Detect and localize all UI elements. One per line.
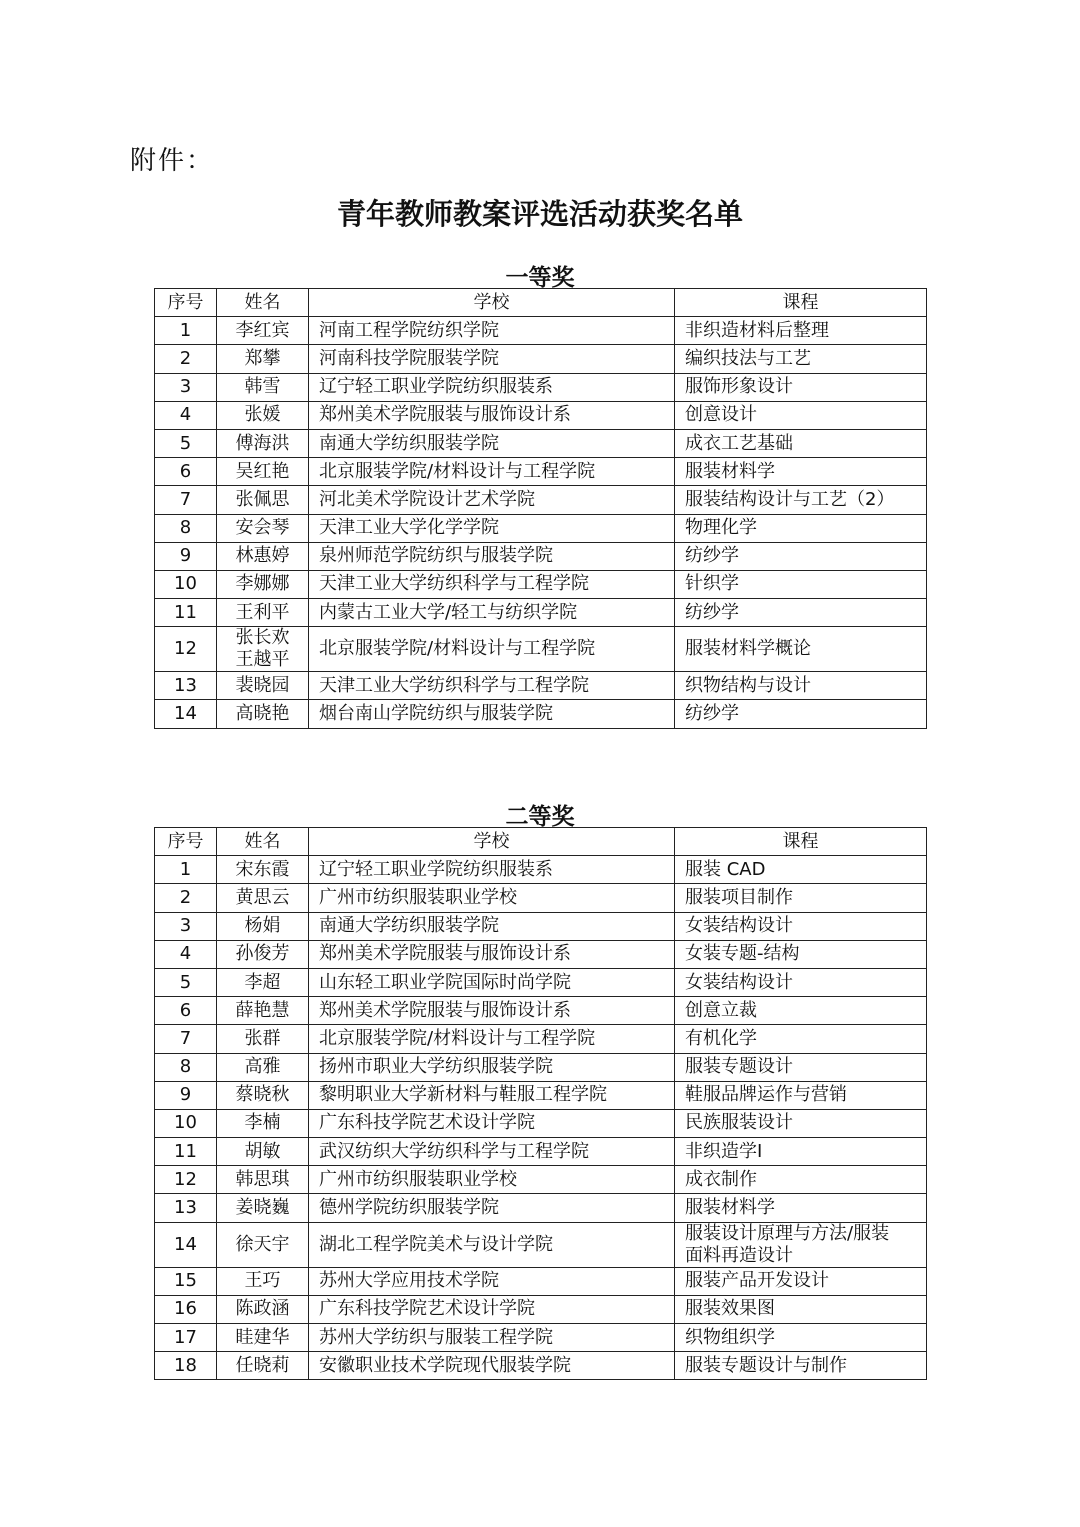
cell-name: 张佩思	[217, 486, 309, 514]
cell-name: 徐天宇	[217, 1222, 309, 1267]
cell-name: 韩雪	[217, 373, 309, 401]
table-row	[155, 997, 927, 1025]
cell-course: 服装效果图	[675, 1295, 927, 1323]
cell-course: 纺纱学	[675, 700, 927, 728]
cell-course: 纺纱学	[675, 599, 927, 627]
cell-school: 德州学院纺织服装学院	[309, 1194, 675, 1222]
page-title: 青年教师教案评选活动获奖名单	[336, 197, 743, 231]
cell-course: 创意立裁	[675, 997, 927, 1025]
cell-school: 安徽职业技术学院现代服装学院	[309, 1352, 675, 1380]
cell-name: 胡敏	[217, 1138, 309, 1166]
second-prize-title: 二等奖	[505, 803, 575, 830]
table-row	[155, 1025, 927, 1053]
cell-school: 烟台南山学院纺织与服装学院	[309, 700, 675, 728]
cell-name: 薛艳慧	[217, 997, 309, 1025]
cell-course: 服装专题设计与制作	[675, 1352, 927, 1380]
table-row	[155, 1267, 927, 1295]
cell-name: 吴红艳	[217, 458, 309, 486]
cell-course: 服装材料学概论	[675, 627, 927, 672]
table-row	[155, 1109, 927, 1137]
cell-course: 服装结构设计与工艺（2）	[675, 486, 927, 514]
cell-no: 14	[155, 700, 217, 728]
cell-school: 天津工业大学纺织科学与工程学院	[309, 570, 675, 598]
cell-name: 傅海洪	[217, 429, 309, 457]
course-line: 服装设计原理与方法/服装	[685, 1222, 890, 1244]
cell-name: 孙俊芳	[217, 940, 309, 968]
cell-no: 6	[155, 458, 217, 486]
cell-name: 林惠婷	[217, 542, 309, 570]
cell-no: 2	[155, 884, 217, 912]
cell-school: 郑州美术学院服装与服饰设计系	[309, 997, 675, 1025]
cell-no: 17	[155, 1324, 217, 1352]
cell-no: 6	[155, 997, 217, 1025]
table-row	[155, 345, 927, 373]
cell-school: 苏州大学应用技术学院	[309, 1267, 675, 1295]
second-prize-table	[154, 827, 927, 1380]
table-row	[155, 1324, 927, 1352]
cell-school: 泉州师范学院纺织与服装学院	[309, 542, 675, 570]
name-line: 王越平	[235, 649, 290, 671]
cell-no: 14	[155, 1222, 217, 1267]
cell-school: 湖北工程学院美术与设计学院	[309, 1222, 675, 1267]
cell-course: 民族服装设计	[675, 1109, 927, 1137]
cell-course: 织物结构与设计	[675, 672, 927, 700]
cell-school: 北京服装学院/材料设计与工程学院	[309, 1025, 675, 1053]
table-header-row	[155, 289, 927, 317]
cell-name	[217, 627, 309, 672]
cell-name: 李娜娜	[217, 570, 309, 598]
cell-course: 编织技法与工艺	[675, 345, 927, 373]
cell-name: 高雅	[217, 1053, 309, 1081]
cell-name: 李超	[217, 968, 309, 996]
cell-school: 北京服装学院/材料设计与工程学院	[309, 627, 675, 672]
table-row	[155, 1295, 927, 1323]
cell-no: 7	[155, 486, 217, 514]
cell-name: 杨娟	[217, 912, 309, 940]
table-row	[155, 627, 927, 672]
cell-school: 黎明职业大学新材料与鞋服工程学院	[309, 1081, 675, 1109]
cell-course: 物理化学	[675, 514, 927, 542]
cell-no: 8	[155, 514, 217, 542]
cell-no: 11	[155, 1138, 217, 1166]
cell-course: 服装项目制作	[675, 884, 927, 912]
table-row	[155, 856, 927, 884]
cell-course: 女装结构设计	[675, 968, 927, 996]
table-row	[155, 1081, 927, 1109]
cell-no: 8	[155, 1053, 217, 1081]
cell-course: 服装 CAD	[675, 856, 927, 884]
cell-no: 9	[155, 1081, 217, 1109]
cell-course: 服装产品开发设计	[675, 1267, 927, 1295]
cell-no: 5	[155, 968, 217, 996]
table-row	[155, 486, 927, 514]
cell-no: 2	[155, 345, 217, 373]
table-row	[155, 1352, 927, 1380]
name-line: 张长欢	[235, 627, 290, 649]
cell-school: 辽宁轻工职业学院纺织服装系	[309, 856, 675, 884]
cell-no: 11	[155, 599, 217, 627]
cell-name: 黄思云	[217, 884, 309, 912]
table-row	[155, 373, 927, 401]
table-row	[155, 1222, 927, 1267]
cell-no: 3	[155, 912, 217, 940]
cell-name: 王利平	[217, 599, 309, 627]
cell-no: 1	[155, 856, 217, 884]
cell-name: 王巧	[217, 1267, 309, 1295]
cell-course: 服装材料学	[675, 1194, 927, 1222]
cell-school: 天津工业大学化学学院	[309, 514, 675, 542]
cell-course: 织物组织学	[675, 1324, 927, 1352]
cell-school: 武汉纺织大学纺织科学与工程学院	[309, 1138, 675, 1166]
cell-name: 宋东霞	[217, 856, 309, 884]
cell-school: 山东轻工职业学院国际时尚学院	[309, 968, 675, 996]
cell-course	[675, 1222, 927, 1267]
header-name: 姓名	[217, 289, 309, 317]
cell-name: 任晓莉	[217, 1352, 309, 1380]
cell-no: 4	[155, 940, 217, 968]
cell-school: 南通大学纺织服装学院	[309, 429, 675, 457]
cell-school: 广东科技学院艺术设计学院	[309, 1295, 675, 1323]
first-prize-table	[154, 288, 927, 729]
cell-name: 裴晓园	[217, 672, 309, 700]
table-row	[155, 570, 927, 598]
table-row	[155, 968, 927, 996]
cell-no: 10	[155, 1109, 217, 1137]
header-course: 课程	[675, 289, 927, 317]
table-row	[155, 599, 927, 627]
table-row	[155, 672, 927, 700]
cell-school: 河南科技学院服装学院	[309, 345, 675, 373]
header-no: 序号	[155, 289, 217, 317]
cell-course: 成衣制作	[675, 1166, 927, 1194]
first-prize-title: 一等奖	[505, 264, 575, 291]
cell-school: 郑州美术学院服装与服饰设计系	[309, 940, 675, 968]
cell-name: 李红宾	[217, 317, 309, 345]
header-course: 课程	[675, 828, 927, 856]
cell-school: 广东科技学院艺术设计学院	[309, 1109, 675, 1137]
cell-course: 女装专题-结构	[675, 940, 927, 968]
cell-school: 天津工业大学纺织科学与工程学院	[309, 672, 675, 700]
cell-course: 针织学	[675, 570, 927, 598]
cell-school: 扬州市职业大学纺织服装学院	[309, 1053, 675, 1081]
cell-name: 李楠	[217, 1109, 309, 1137]
table-row	[155, 884, 927, 912]
table-row	[155, 429, 927, 457]
cell-name: 张群	[217, 1025, 309, 1053]
cell-no: 15	[155, 1267, 217, 1295]
cell-name: 陈政涵	[217, 1295, 309, 1323]
cell-name: 眭建华	[217, 1324, 309, 1352]
cell-no: 4	[155, 401, 217, 429]
cell-no: 9	[155, 542, 217, 570]
cell-no: 10	[155, 570, 217, 598]
cell-name: 蔡晓秋	[217, 1081, 309, 1109]
cell-no: 16	[155, 1295, 217, 1323]
table-row	[155, 458, 927, 486]
cell-school: 北京服装学院/材料设计与工程学院	[309, 458, 675, 486]
table-row	[155, 700, 927, 728]
cell-course: 非织造材料后整理	[675, 317, 927, 345]
cell-name: 安会琴	[217, 514, 309, 542]
table-row	[155, 1166, 927, 1194]
header-name: 姓名	[217, 828, 309, 856]
table-row	[155, 1138, 927, 1166]
cell-school: 南通大学纺织服装学院	[309, 912, 675, 940]
cell-no: 12	[155, 627, 217, 672]
table-row	[155, 514, 927, 542]
cell-course: 有机化学	[675, 1025, 927, 1053]
header-school: 学校	[309, 289, 675, 317]
cell-no: 13	[155, 672, 217, 700]
table-row	[155, 912, 927, 940]
cell-course: 创意设计	[675, 401, 927, 429]
cell-course: 鞋服品牌运作与营销	[675, 1081, 927, 1109]
cell-school: 内蒙古工业大学/轻工与纺织学院	[309, 599, 675, 627]
cell-school: 河南工程学院纺织学院	[309, 317, 675, 345]
cell-no: 12	[155, 1166, 217, 1194]
cell-course: 女装结构设计	[675, 912, 927, 940]
cell-no: 5	[155, 429, 217, 457]
cell-no: 7	[155, 1025, 217, 1053]
cell-school: 广州市纺织服装职业学校	[309, 1166, 675, 1194]
table-row	[155, 542, 927, 570]
cell-school: 郑州美术学院服装与服饰设计系	[309, 401, 675, 429]
cell-school: 苏州大学纺织与服装工程学院	[309, 1324, 675, 1352]
cell-course: 非织造学Ⅰ	[675, 1138, 927, 1166]
table-row	[155, 940, 927, 968]
cell-course: 纺纱学	[675, 542, 927, 570]
cell-school: 河北美术学院设计艺术学院	[309, 486, 675, 514]
table-row	[155, 401, 927, 429]
cell-no: 3	[155, 373, 217, 401]
cell-name: 张媛	[217, 401, 309, 429]
cell-name: 郑攀	[217, 345, 309, 373]
table-header-row	[155, 828, 927, 856]
table-row	[155, 317, 927, 345]
cell-no: 18	[155, 1352, 217, 1380]
header-school: 学校	[309, 828, 675, 856]
course-line: 面料再造设计	[685, 1244, 793, 1266]
cell-no: 13	[155, 1194, 217, 1222]
cell-name: 高晓艳	[217, 700, 309, 728]
table-row	[155, 1053, 927, 1081]
cell-name: 姜晓巍	[217, 1194, 309, 1222]
cell-course: 服饰形象设计	[675, 373, 927, 401]
cell-course: 成衣工艺基础	[675, 429, 927, 457]
cell-school: 广州市纺织服装职业学校	[309, 884, 675, 912]
cell-course: 服装材料学	[675, 458, 927, 486]
header-no: 序号	[155, 828, 217, 856]
attachment-label: 附件：	[130, 146, 215, 176]
cell-name: 韩思琪	[217, 1166, 309, 1194]
cell-no: 1	[155, 317, 217, 345]
table-row	[155, 1194, 927, 1222]
cell-school: 辽宁轻工职业学院纺织服装系	[309, 373, 675, 401]
cell-course: 服装专题设计	[675, 1053, 927, 1081]
